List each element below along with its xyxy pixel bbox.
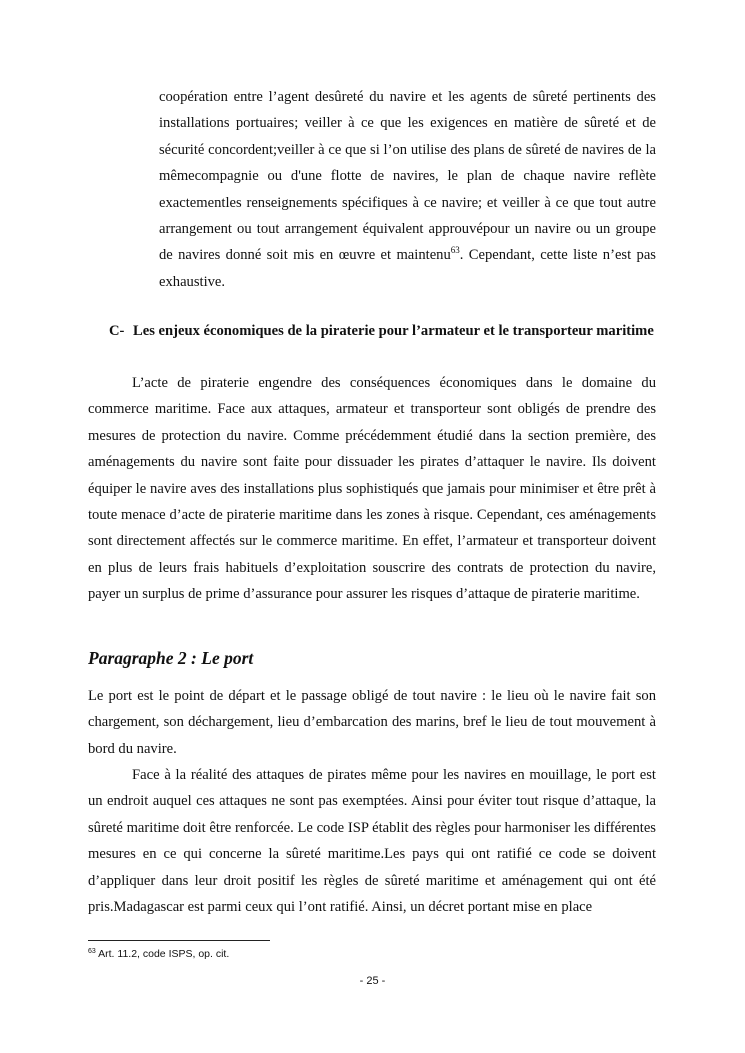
continuation-text: coopération entre l’agent desûreté du navire et les agents de sûreté pertinents des installations portuaires; veiller à ce que les exigences en matière de sûreté et de sécurité concordent;veiller à ce que si l’on utilise des plans de sûreté de navires de la mêmecompagnie ou d'une flotte de navires, le plan de chaque navire reflète exactementles renseignements spécifiques à ce navire; et veiller à ce que tout autre arrangement ou tout arrangement équivalent approuvépour un navire ou un groupe de navires donné soit mis en œuvre et maintenu — [159, 89, 656, 264]
subsection-title: Les enjeux économiques de la piraterie pour l’armateur et le transporteur maritime — [133, 323, 654, 339]
continuation-tail: . Cependant, cette liste n’est pas exhaustive. — [159, 247, 656, 290]
economic-issues-paragraph: L’acte de piraterie engendre des conséquences économiques dans le domaine du commerce maritime. Face aux attaques, armateur et transporteur sont obligés de prendre des mesures de protection du navire. Comme précédemment étudié dans la section première, des aménagements du navire sont faite pour dissuader les pirates d’attaquer le navire. Ils doivent équiper le navire aves des installations plus sophistiqués que jamais pour minimiser et être prêt à toute menace d’acte de piraterie maritime dans les zones à risque. Cependant, ces aménagements sont directement affectés sur le commerce maritime. En effet, l’armateur et transporteur doivent en plus de leurs frais habituels d’exploitation souscrire des contrats de protection du navire, payer un surplus de prime d’assurance pour assurer les risques d’attaque de piraterie maritime. — [88, 375, 656, 603]
page-number: - 25 - — [359, 975, 386, 987]
footnote-separator — [88, 940, 270, 941]
port-paragraph-1: Le port est le point de départ et le passage obligé de tout navire : le lieu où le navire fait son chargement, son déchargement, lieu d’embarcation des marins, bref le lieu de tout mouvement à bord du navire. — [88, 688, 656, 757]
footnote-number: 63 — [88, 948, 96, 955]
continuation-paragraph — [159, 84, 656, 295]
footnote — [88, 946, 229, 962]
subsection-heading-c — [109, 318, 656, 344]
footnote-reference[interactable]: 63 — [450, 245, 460, 256]
section-heading: Paragraphe 2 : Le port — [88, 648, 254, 668]
footnote-text: Art. 11.2, code ISPS, op. cit. — [95, 948, 230, 960]
port-paragraph-2: Face à la réalité des attaques de pirates même pour les navires en mouillage, le port est un endroit auquel ces attaques ne sont pas exemptées. Ainsi pour éviter tout risque d’attaque, la sûreté maritime doit être renforcée. Le code ISP établit des règles pour harmoniser les différentes mesures en ce qui concerne la sûreté maritime.Les pays qui ont ratifié ce code se doivent d’appliquer dans leur droit positif les règles de sûreté maritime et aménagement qui ont été pris.Madagascar est parmi ceux qui l’ont ratifié. Ainsi, un décret portant mise en place — [88, 767, 656, 916]
subsection-marker: C- — [109, 323, 125, 339]
